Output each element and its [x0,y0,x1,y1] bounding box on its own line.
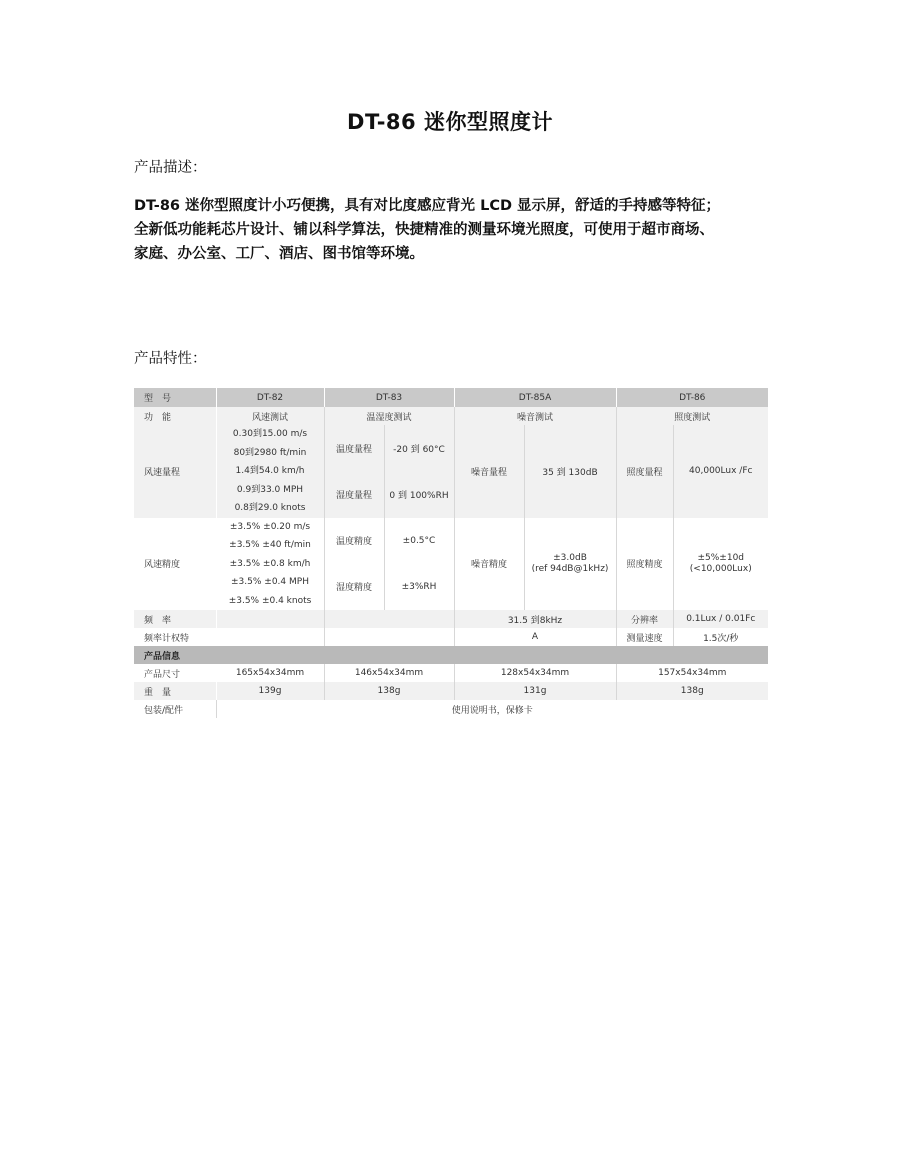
row-label: 频 率 [134,610,216,628]
row-label: 重 量 [134,682,216,700]
cell-value: 照度测试 [616,407,768,425]
table-section-info [134,646,768,664]
sub-label: 湿度精度 [335,583,372,594]
sub-value-line: ±5%±10d [697,552,745,563]
cell-value: 139g [216,682,324,700]
row-label: 频率计权特 [134,628,216,646]
sub-value-line: (ref 94dB@1kHz) [531,563,609,574]
cell-value: 138g [324,682,454,700]
sub-label: 温度量程 [335,444,372,455]
sub-value [524,518,616,611]
cell-value: 138g [616,682,768,700]
features-heading: 产品特性： [134,351,207,367]
section-label: 产品信息 [134,646,768,664]
sub-label: 湿度量程 [335,490,372,501]
row-label: 产品尺寸 [134,664,216,682]
description-paragraph [134,194,784,266]
sub-value-line: (<10,000Lux) [689,563,752,574]
description-heading: 产品描述： [134,160,207,176]
cell-empty [324,610,454,628]
sub-value: -20 到 60°C [393,444,445,455]
sub-label: 照度量程 [616,425,673,518]
sub-label: 分辨率 [616,610,673,628]
cell-split [384,518,454,611]
sub-label: 测量速度 [616,628,673,646]
cell-value: 温湿度测试 [324,407,454,425]
row-label: 型 号 [134,388,216,407]
cell-value: 风速测试 [216,407,324,425]
cell-value: 131g [454,682,616,700]
range-item: 0.9到33.0 MPH [236,484,304,495]
range-item: 0.8到29.0 knots [234,503,306,513]
table-row-function [134,407,768,425]
spec-table [134,388,768,718]
row-label: 风速精度 [134,518,216,611]
sub-value: 40,000Lux /Fc [673,425,768,518]
accuracy-item: ±3.5% ±40 ft/min [229,540,311,550]
description-line: 全新低功能耗芯片设计、铺以科学算法，快捷精准的测量环境光照度，可使用于超市商场、 [134,222,714,238]
sub-label: 噪音精度 [454,518,524,611]
accuracy-item: ±3.5% ±0.4 MPH [231,577,309,587]
description-line: 家庭、办公室、工厂、酒店、图书馆等环境。 [134,246,424,262]
row-label: 功 能 [134,407,216,425]
table-row-weighting [134,628,768,646]
cell-stack [216,425,324,518]
model-dt83: DT-83 [324,388,454,407]
sub-value-line: ±3.0dB [553,552,587,563]
accuracy-item: ±3.5% ±0.20 m/s [229,521,311,532]
table-row-package [134,700,768,718]
sub-label: 温度精度 [335,537,372,548]
cell-split [384,425,454,518]
accuracy-item: ±3.5% ±0.8 km/h [229,558,311,569]
cell-empty [216,628,324,646]
cell-value: 146x54x34mm [324,664,454,682]
sub-value [673,518,768,611]
table-row-size [134,664,768,682]
description-line: DT-86 迷你型照度计小巧便携，具有对比度感应背光 LCD 显示屏，舒适的手持感等特征； [134,198,721,214]
sub-value: 1.5次/秒 [673,628,768,646]
table-row-weight [134,682,768,700]
model-dt86: DT-86 [616,388,768,407]
range-item: 0.30到15.00 m/s [232,429,308,439]
table-row-frequency [134,610,768,628]
table-row-range [134,425,768,518]
cell-empty [216,610,324,628]
sub-value: ±3%RH [401,581,437,592]
cell-value: 31.5 到8kHz [454,610,616,628]
cell-stack [216,518,324,611]
cell-value: A [454,628,616,646]
cell-empty [324,628,454,646]
cell-value: 157x54x34mm [616,664,768,682]
sub-label: 照度精度 [616,518,673,611]
sub-value: 0.1Lux / 0.01Fc [673,610,768,628]
cell-split [324,425,384,518]
page-title: DT-86 迷你型照度计 [347,110,553,134]
sub-value: 0 到 100%RH [389,490,449,501]
sub-value: ±0.5°C [402,535,436,546]
cell-value: 165x54x34mm [216,664,324,682]
accuracy-item: ±3.5% ±0.4 knots [228,595,312,606]
cell-value: 噪音测试 [454,407,616,425]
cell-split [324,518,384,611]
model-dt85a: DT-85A [454,388,616,407]
sub-value: 35 到 130dB [524,425,616,518]
row-label: 包装/配件 [134,700,216,718]
table-row-accuracy [134,518,768,611]
model-dt82: DT-82 [216,388,324,407]
cell-value: 128x54x34mm [454,664,616,682]
sub-label: 噪音量程 [454,425,524,518]
range-item: 1.4到54.0 km/h [235,466,305,476]
row-label: 风速量程 [134,425,216,518]
range-item: 80到2980 ft/min [233,447,307,458]
table-row-model [134,388,768,407]
cell-value: 使用说明书，保修卡 [216,700,768,718]
